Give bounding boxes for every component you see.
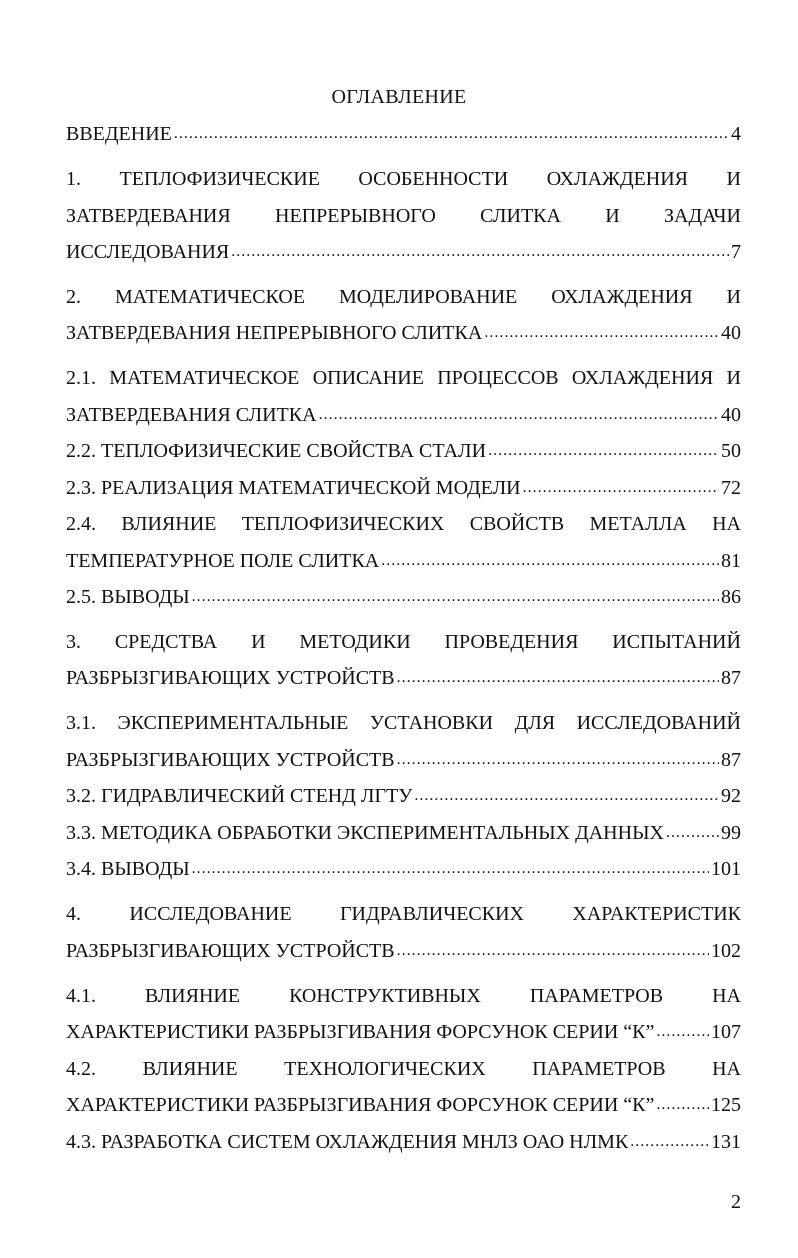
dot-leader bbox=[397, 663, 719, 693]
toc-entry-4-3[interactable] bbox=[66, 1127, 741, 1157]
toc-page-number: 50 bbox=[721, 440, 741, 462]
toc-word: ТЕПЛОФИЗИЧЕСКИХ bbox=[241, 513, 445, 535]
toc-entry-1-last[interactable] bbox=[66, 237, 741, 267]
toc-word: ОХЛАЖДЕНИЯ bbox=[551, 286, 693, 308]
dot-leader bbox=[484, 318, 719, 348]
toc-entry-text: 2.3. РЕАЛИЗАЦИЯ МАТЕМАТИЧЕСКОЙ МОДЕЛИ bbox=[66, 477, 521, 499]
toc-entry-text: ЗАТВЕРДЕВАНИЯ СЛИТКА bbox=[66, 404, 317, 426]
toc-word: КОНСТРУКТИВНЫХ bbox=[289, 985, 481, 1007]
toc-word: 3. bbox=[66, 631, 81, 653]
toc-page-number: 40 bbox=[721, 404, 741, 426]
toc-word: ИССЛЕДОВАНИЕ bbox=[129, 903, 292, 925]
toc-entry-1-line-1[interactable] bbox=[66, 164, 741, 194]
toc-entry-2-4-last[interactable] bbox=[66, 546, 741, 576]
toc-entry-text: ИССЛЕДОВАНИЯ bbox=[66, 241, 230, 263]
toc-page-number: 107 bbox=[711, 1021, 741, 1043]
toc-word: И bbox=[726, 367, 741, 389]
toc-word: И bbox=[726, 168, 741, 190]
toc-entry-2-3[interactable] bbox=[66, 473, 741, 503]
dot-leader bbox=[397, 936, 709, 966]
toc-entry-4-last[interactable] bbox=[66, 936, 741, 966]
toc-entry-3-1-line-1[interactable] bbox=[66, 708, 741, 738]
toc-word: ИССЛЕДОВАНИЙ bbox=[576, 712, 741, 734]
toc-entry-4-1-line-1[interactable] bbox=[66, 981, 741, 1011]
dot-leader bbox=[192, 582, 719, 612]
toc-page-number: 99 bbox=[721, 822, 741, 844]
dot-leader bbox=[523, 473, 719, 503]
dot-leader bbox=[174, 119, 729, 149]
toc-word: МАТЕМАТИЧЕСКОЕ bbox=[114, 286, 306, 308]
dot-leader bbox=[414, 781, 719, 811]
toc-page-number: 92 bbox=[721, 785, 741, 807]
toc-word: ТЕХНОЛОГИЧЕСКИХ bbox=[284, 1058, 486, 1080]
dot-leader bbox=[488, 436, 719, 466]
dot-leader bbox=[381, 546, 719, 576]
toc-word: ГИДРАВЛИЧЕСКИХ bbox=[339, 903, 524, 925]
toc-word: ОПИСАНИЕ bbox=[312, 367, 424, 389]
toc-word: ВЛИЯНИЕ bbox=[121, 513, 217, 535]
toc-word: 4.1. bbox=[66, 985, 96, 1007]
toc-entry-4-line-1[interactable] bbox=[66, 899, 741, 929]
toc-entry-text: 2.2. ТЕПЛОФИЗИЧЕСКИЕ СВОЙСТВА СТАЛИ bbox=[66, 440, 487, 462]
toc-entry-2-last[interactable] bbox=[66, 318, 741, 348]
toc-entry-text: 4.3. РАЗРАБОТКА СИСТЕМ ОХЛАЖДЕНИЯ МНЛЗ ОАО НЛМК bbox=[66, 1131, 629, 1153]
toc-word: ПРОВЕДЕНИЯ bbox=[444, 631, 579, 653]
toc-page-number: 87 bbox=[721, 667, 741, 689]
toc-word: ЗАДАЧИ bbox=[664, 205, 741, 227]
toc-entry-text: ТЕМПЕРАТУРНОЕ ПОЛЕ СЛИТКА bbox=[66, 550, 380, 572]
toc-word: НЕПРЕРЫВНОГО bbox=[275, 205, 436, 227]
toc-entry-text: РАЗБРЫЗГИВАЮЩИХ УСТРОЙСТВ bbox=[66, 940, 395, 962]
toc-page-number: 125 bbox=[711, 1094, 741, 1116]
toc-word: ПАРАМЕТРОВ bbox=[529, 985, 664, 1007]
toc-entry-2-5[interactable] bbox=[66, 582, 741, 612]
toc-entry-text: 2.5. ВЫВОДЫ bbox=[66, 586, 190, 608]
toc-page-number: 4 bbox=[731, 123, 741, 145]
toc-word: И bbox=[605, 205, 620, 227]
toc-page-number: 7 bbox=[731, 241, 741, 263]
toc-word: 2. bbox=[66, 286, 81, 308]
toc-word: МОДЕЛИРОВАНИЕ bbox=[339, 286, 518, 308]
toc-entry-text: РАЗБРЫЗГИВАЮЩИХ УСТРОЙСТВ bbox=[66, 667, 395, 689]
toc-word: ЭКСПЕРИМЕНТАЛЬНЫЕ bbox=[117, 712, 349, 734]
toc-word: СРЕДСТВА bbox=[114, 631, 218, 653]
toc-entry-4-2-last[interactable] bbox=[66, 1090, 741, 1120]
toc-entry-2-4-line-1[interactable] bbox=[66, 509, 741, 539]
page-number: 2 bbox=[731, 1191, 741, 1213]
toc-page-number: 131 bbox=[711, 1131, 741, 1153]
toc-entry-4-1-last[interactable] bbox=[66, 1017, 741, 1047]
toc-word: 3.1. bbox=[66, 712, 96, 734]
toc-entry-3-line-1[interactable] bbox=[66, 627, 741, 657]
toc-title: ОГЛАВЛЕНИЕ bbox=[331, 86, 467, 108]
toc-word: 2.1. bbox=[66, 367, 96, 389]
toc-word: МЕТОДИКИ bbox=[299, 631, 411, 653]
toc-entry-text: 3.3. МЕТОДИКА ОБРАБОТКИ ЭКСПЕРИМЕНТАЛЬНЫХ ДАННЫХ bbox=[66, 822, 664, 844]
toc-page-number: 87 bbox=[721, 749, 741, 771]
toc-word: 1. bbox=[66, 168, 81, 190]
dot-leader bbox=[656, 1017, 709, 1047]
toc-word: ПАРАМЕТРОВ bbox=[532, 1058, 666, 1080]
toc-word: ОСОБЕННОСТИ bbox=[358, 168, 509, 190]
toc-entry-text: ЗАТВЕРДЕВАНИЯ НЕПРЕРЫВНОГО СЛИТКА bbox=[66, 322, 483, 344]
toc-page-number: 81 bbox=[721, 550, 741, 572]
toc-word: ДЛЯ bbox=[514, 712, 556, 734]
toc-entry-introduction[interactable] bbox=[66, 119, 741, 149]
toc-page-number: 86 bbox=[721, 586, 741, 608]
toc-word: ОХЛАЖДЕНИЯ bbox=[546, 168, 689, 190]
toc-word: ИСПЫТАНИЙ bbox=[612, 631, 741, 653]
toc-word: И bbox=[726, 286, 741, 308]
toc-word: ОХЛАЖДЕНИЯ bbox=[571, 367, 714, 389]
toc-page-number: 72 bbox=[721, 477, 741, 499]
toc-word: 4. bbox=[66, 903, 81, 925]
toc-entry-3-1-last[interactable] bbox=[66, 745, 741, 775]
toc-entry-text: 3.2. ГИДРАВЛИЧЕСКИЙ СТЕНД ЛГТУ bbox=[66, 785, 413, 807]
toc-entry-text: РАЗБРЫЗГИВАЮЩИХ УСТРОЙСТВ bbox=[66, 749, 395, 771]
toc-word: 4.2. bbox=[66, 1058, 96, 1080]
toc-entry-2-line-1[interactable] bbox=[66, 282, 741, 312]
toc-entry-2-1-last[interactable] bbox=[66, 400, 741, 430]
toc-word: НА bbox=[712, 1058, 741, 1080]
toc-entry-3-2[interactable] bbox=[66, 781, 741, 811]
toc-word: МЕТАЛЛА bbox=[589, 513, 687, 535]
toc-word: ХАРАКТЕРИСТИК bbox=[572, 903, 741, 925]
dot-leader bbox=[397, 745, 719, 775]
dot-leader bbox=[630, 1127, 709, 1157]
toc-word: ВЛИЯНИЕ bbox=[145, 985, 241, 1007]
dot-leader bbox=[192, 854, 709, 884]
toc-entry-text: 3.4. ВЫВОДЫ bbox=[66, 858, 190, 880]
toc-page-number: 102 bbox=[711, 940, 741, 962]
toc-word: И bbox=[251, 631, 266, 653]
toc-page-number: 101 bbox=[711, 858, 741, 880]
toc-word: 2.4. bbox=[66, 513, 96, 535]
toc-word: СЛИТКА bbox=[480, 205, 561, 227]
dot-leader bbox=[231, 237, 729, 267]
toc-entry-2-2[interactable] bbox=[66, 436, 741, 466]
toc-entry-2-1-line-1[interactable] bbox=[66, 363, 741, 393]
dot-leader bbox=[656, 1090, 709, 1120]
toc-word: НА bbox=[712, 985, 741, 1007]
toc-word: ВЛИЯНИЕ bbox=[142, 1058, 238, 1080]
toc-entry-3-4[interactable] bbox=[66, 854, 741, 884]
toc-entry-3-last[interactable] bbox=[66, 663, 741, 693]
toc-entry-1-line-2[interactable] bbox=[66, 201, 741, 231]
toc-word: МАТЕМАТИЧЕСКОЕ bbox=[109, 367, 300, 389]
toc-word: ПРОЦЕССОВ bbox=[437, 367, 559, 389]
toc-page-number: 40 bbox=[721, 322, 741, 344]
toc-entry-3-3[interactable] bbox=[66, 818, 741, 848]
toc-word: ЗАТВЕРДЕВАНИЯ bbox=[66, 205, 231, 227]
toc-entry-text: ВВЕДЕНИЕ bbox=[66, 123, 172, 145]
dot-leader bbox=[666, 818, 719, 848]
toc-entry-text: ХАРАКТЕРИСТИКИ РАЗБРЫЗГИВАНИЯ ФОРСУНОК СЕРИИ “К” bbox=[66, 1094, 655, 1116]
toc-word: ТЕПЛОФИЗИЧЕСКИЕ bbox=[119, 168, 320, 190]
toc-entry-4-2-line-1[interactable] bbox=[66, 1054, 741, 1084]
toc-entry-text: ХАРАКТЕРИСТИКИ РАЗБРЫЗГИВАНИЯ ФОРСУНОК СЕРИИ “К” bbox=[66, 1021, 655, 1043]
dot-leader bbox=[319, 400, 719, 430]
toc-word: НА bbox=[712, 513, 741, 535]
toc-word: СВОЙСТВ bbox=[469, 513, 565, 535]
toc-word: УСТАНОВКИ bbox=[369, 712, 494, 734]
